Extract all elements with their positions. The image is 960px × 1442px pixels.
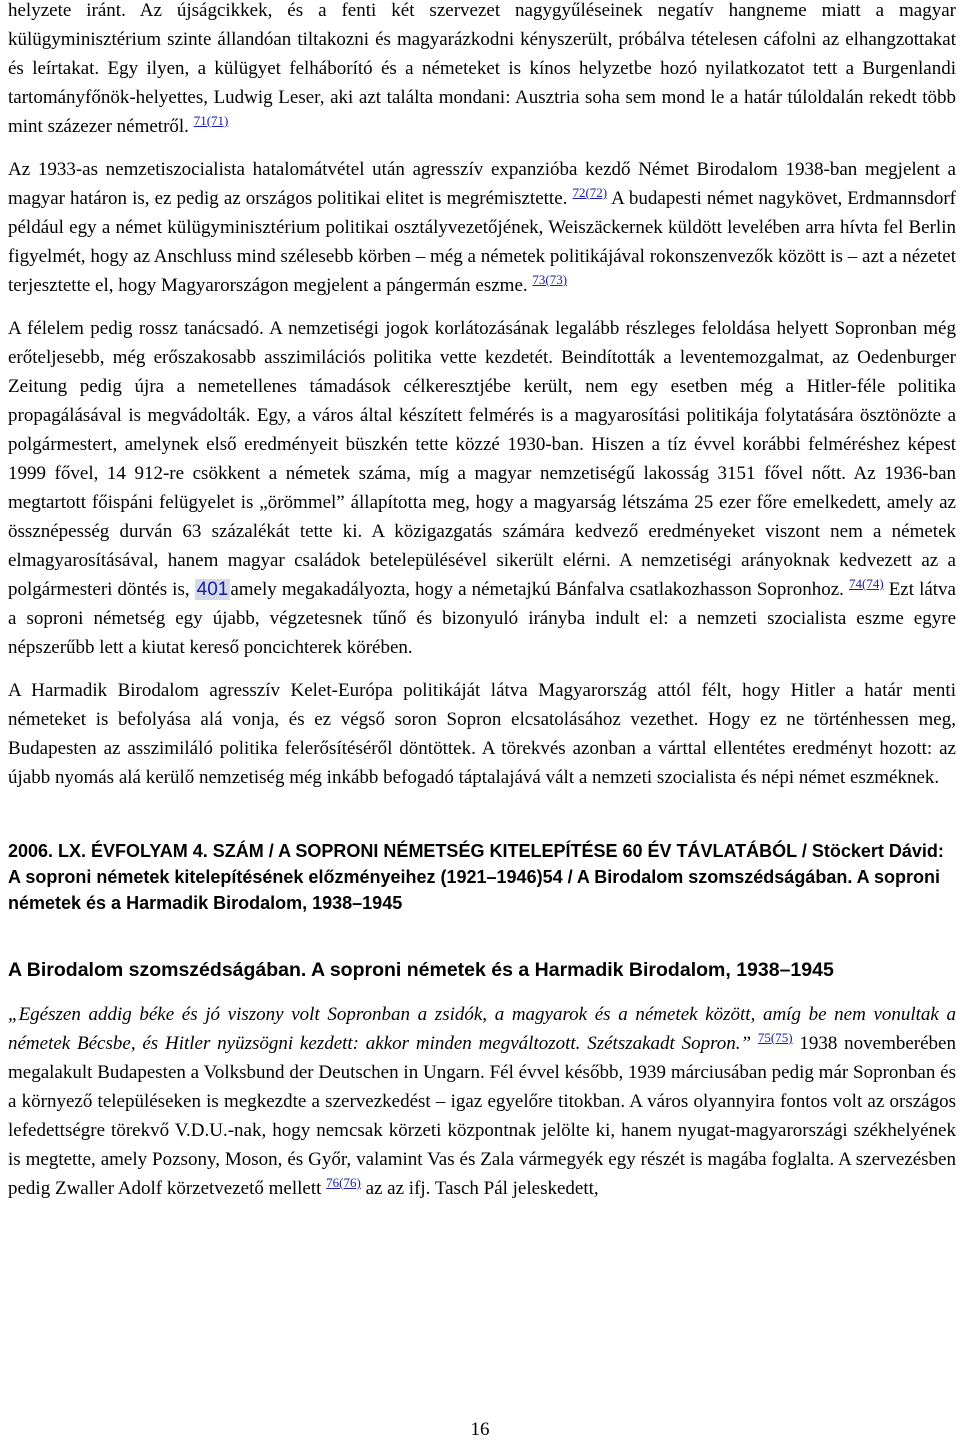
paragraph-text: helyzete iránt. Az újságcikkek, és a fenti két szervezet nagygyűléseinek negatív hangneme miatt a magyar külügyminisztérium szinte állandóan tiltakozni és magyarázkodni kényszerült, próbálva tételesen cáfolni az elhangzottakat és leírtakat. Egy ilyen, a külügyet felháborító és a németeket is kínos helyzetbe hozó nyilatkozatot tett a Burgenlandi tartományfőnök-helyettes, Ludwig Leser, aki azt találta mondani: Ausztria soha sem mond le a határ túloldalán rekedt több mint százezer németről. xyxy=(8,0,956,137)
quote-text: „Egészen addig béke és jó viszony volt Sopronban a zsidók, a magyarok és a németek között, amíg be nem vonultak a németek Bécsbe, és Hitler nyüzsögni kezdett: akkor minden megváltozott. Szétszakadt Sopron.” xyxy=(8,1004,956,1054)
paragraph-1 xyxy=(8,0,956,141)
paragraph-text: Az 1933-as nemzetiszocialista hatalomátvétel után agresszív expanzióba kezdő Német Birodalom 1938-ban megjelent a magyar határon is, ez pedig az országos politikai elitet is megrémisztette. xyxy=(8,159,956,209)
paragraph-text: A félelem pedig rossz tanácsadó. A nemzetiségi jogok korlátozásának legalább részleges feloldása helyett Sopronban még erőteljesebb, még erőszakosabb asszimilációs politika vette kezdetét. Beindították a leventemozgalmat, az Oedenburger Zeitung pedig újra a nemetellenes támadások célkeresztjébe került, nem egy esetben még a Hitler-féle politika propagálásával is megvádolták. Egy, a város által készített felmérés is a magyarosítási politikája folytatására ösztönözte a polgármestert, amelynek első eredményeit büszkén tette közzé 1930-ban. Hiszen a tíz évvel korábbi felméréshez képest 1999 fővel, 14 912-re csökkent a németek száma, míg a magyar nemzetiségű lakosság 3151 fővel nőtt. Az 1936-ban megtartott főispáni felügyelet is „örömmel” állapította meg, hogy a magyarság létszáma 25 ezer főre emelkedett, amely az össznépesség durván 63 százalékát tette ki. A közigazgatás számára kedvező eredményeket viszont nem a németek elmagyarosításával, hanem magyar családok betelepülésével sikerült elérni. A nemzetiségi arányoknak kedvezett az a polgármesteri döntés is, xyxy=(8,318,956,600)
paragraph-text: Ezt látva a soproni németség egy újabb, végzetesnek tűnő és bizonyuló irányba indult el: a nemzeti szocialista eszme egyre népszerűbb lett a kiutat kereső poncichterek körében. xyxy=(8,579,956,658)
paragraph-text: az az ifj. Tasch Pál jeleskedett, xyxy=(360,1178,599,1199)
footnote-link[interactable]: 74(74) xyxy=(848,576,884,591)
page-marker[interactable]: 401 xyxy=(196,579,229,600)
footnote-link[interactable]: 76(76) xyxy=(326,1175,361,1190)
page-number: 16 xyxy=(470,1419,490,1440)
footnote-link[interactable]: 71(71) xyxy=(193,113,229,128)
section-heading: A Birodalom szomszédságában. A soproni németek és a Harmadik Birodalom, 1938–1945 xyxy=(8,959,834,981)
paragraph-text: A Harmadik Birodalom agresszív Kelet-Európa politikáját látva Magyarország attól félt, hogy Hitler a határ menti németeket is befolyása alá vonja, és ez végső soron Sopron elcsatolásához vezethet. Hogy ez ne történhessen meg, Budapesten az asszimiláló politika felerősítéséről döntöttek. A törekvés azonban a várttal ellentétes eredményt hozott: az újabb nyomás alá kerülő nemzetiség még inkább befogadó táptalajává vált a nemzeti szocialista és népi német eszméknek. xyxy=(8,680,956,788)
paragraph-4 xyxy=(8,676,956,792)
footnote-link[interactable]: 72(72) xyxy=(572,185,608,200)
paragraph-5 xyxy=(8,1000,956,1203)
footnote-link[interactable]: 73(73) xyxy=(532,272,568,287)
paragraph-2 xyxy=(8,155,956,300)
paragraph-text: 1938 novemberében megalakult Budapesten a Volksbund der Deutschen in Ungarn. Fél évvel később, 1939 márciusában pedig már Sopronban és a környező településeken is megkezdte a szervezkedést – igaz egyelőre titokban. A város olyannyira fontos volt az országos lefedettségre törekvő V.D.U.-nak, hogy nemcsak körzeti központnak jelölte ki, hanem nyugat-magyarországi székhelyének is megtette, amely Pozsony, Moson, és Győr, valamint Vas és Zala vármegyék egy részét is magába foglalta. A szervezésben pedig Zwaller Adolf körzetvezető mellett xyxy=(8,1033,956,1199)
document-page xyxy=(8,0,956,1203)
paragraph-text: amely megakadályozta, hogy a németajkú Bánfalva csatlakozhasson Sopronhoz. xyxy=(230,579,844,600)
paragraph-3 xyxy=(8,314,956,662)
paragraph-text: A budapesti német nagykövet, Erdmannsdorf például egy a német külügyminisztérium politikai osztályvezetőjének, Weiszäckernek küldött levelében arra hívta fel Berlin figyelmét, hogy az Anschluss mind szélesebb körben – még a németek politikájával rokonszenvezők között is – azt a nézetet terjesztette el, hogy Magyarországon megjelent a pángermán eszme. xyxy=(8,188,956,296)
breadcrumb-heading: 2006. LX. ÉVFOLYAM 4. SZÁM / A SOPRONI NÉMETSÉG KITELEPÍTÉSE 60 ÉV TÁVLATÁBÓL / Stöckert Dávid: A soproni németek kitelepítésének előzményeihez (1921–1946)54 / A Birodalom szomszédságában. A soproni németek és a Harmadik Birodalom, 1938–1945 xyxy=(8,841,944,913)
footnote-link[interactable]: 75(75) xyxy=(757,1030,793,1045)
